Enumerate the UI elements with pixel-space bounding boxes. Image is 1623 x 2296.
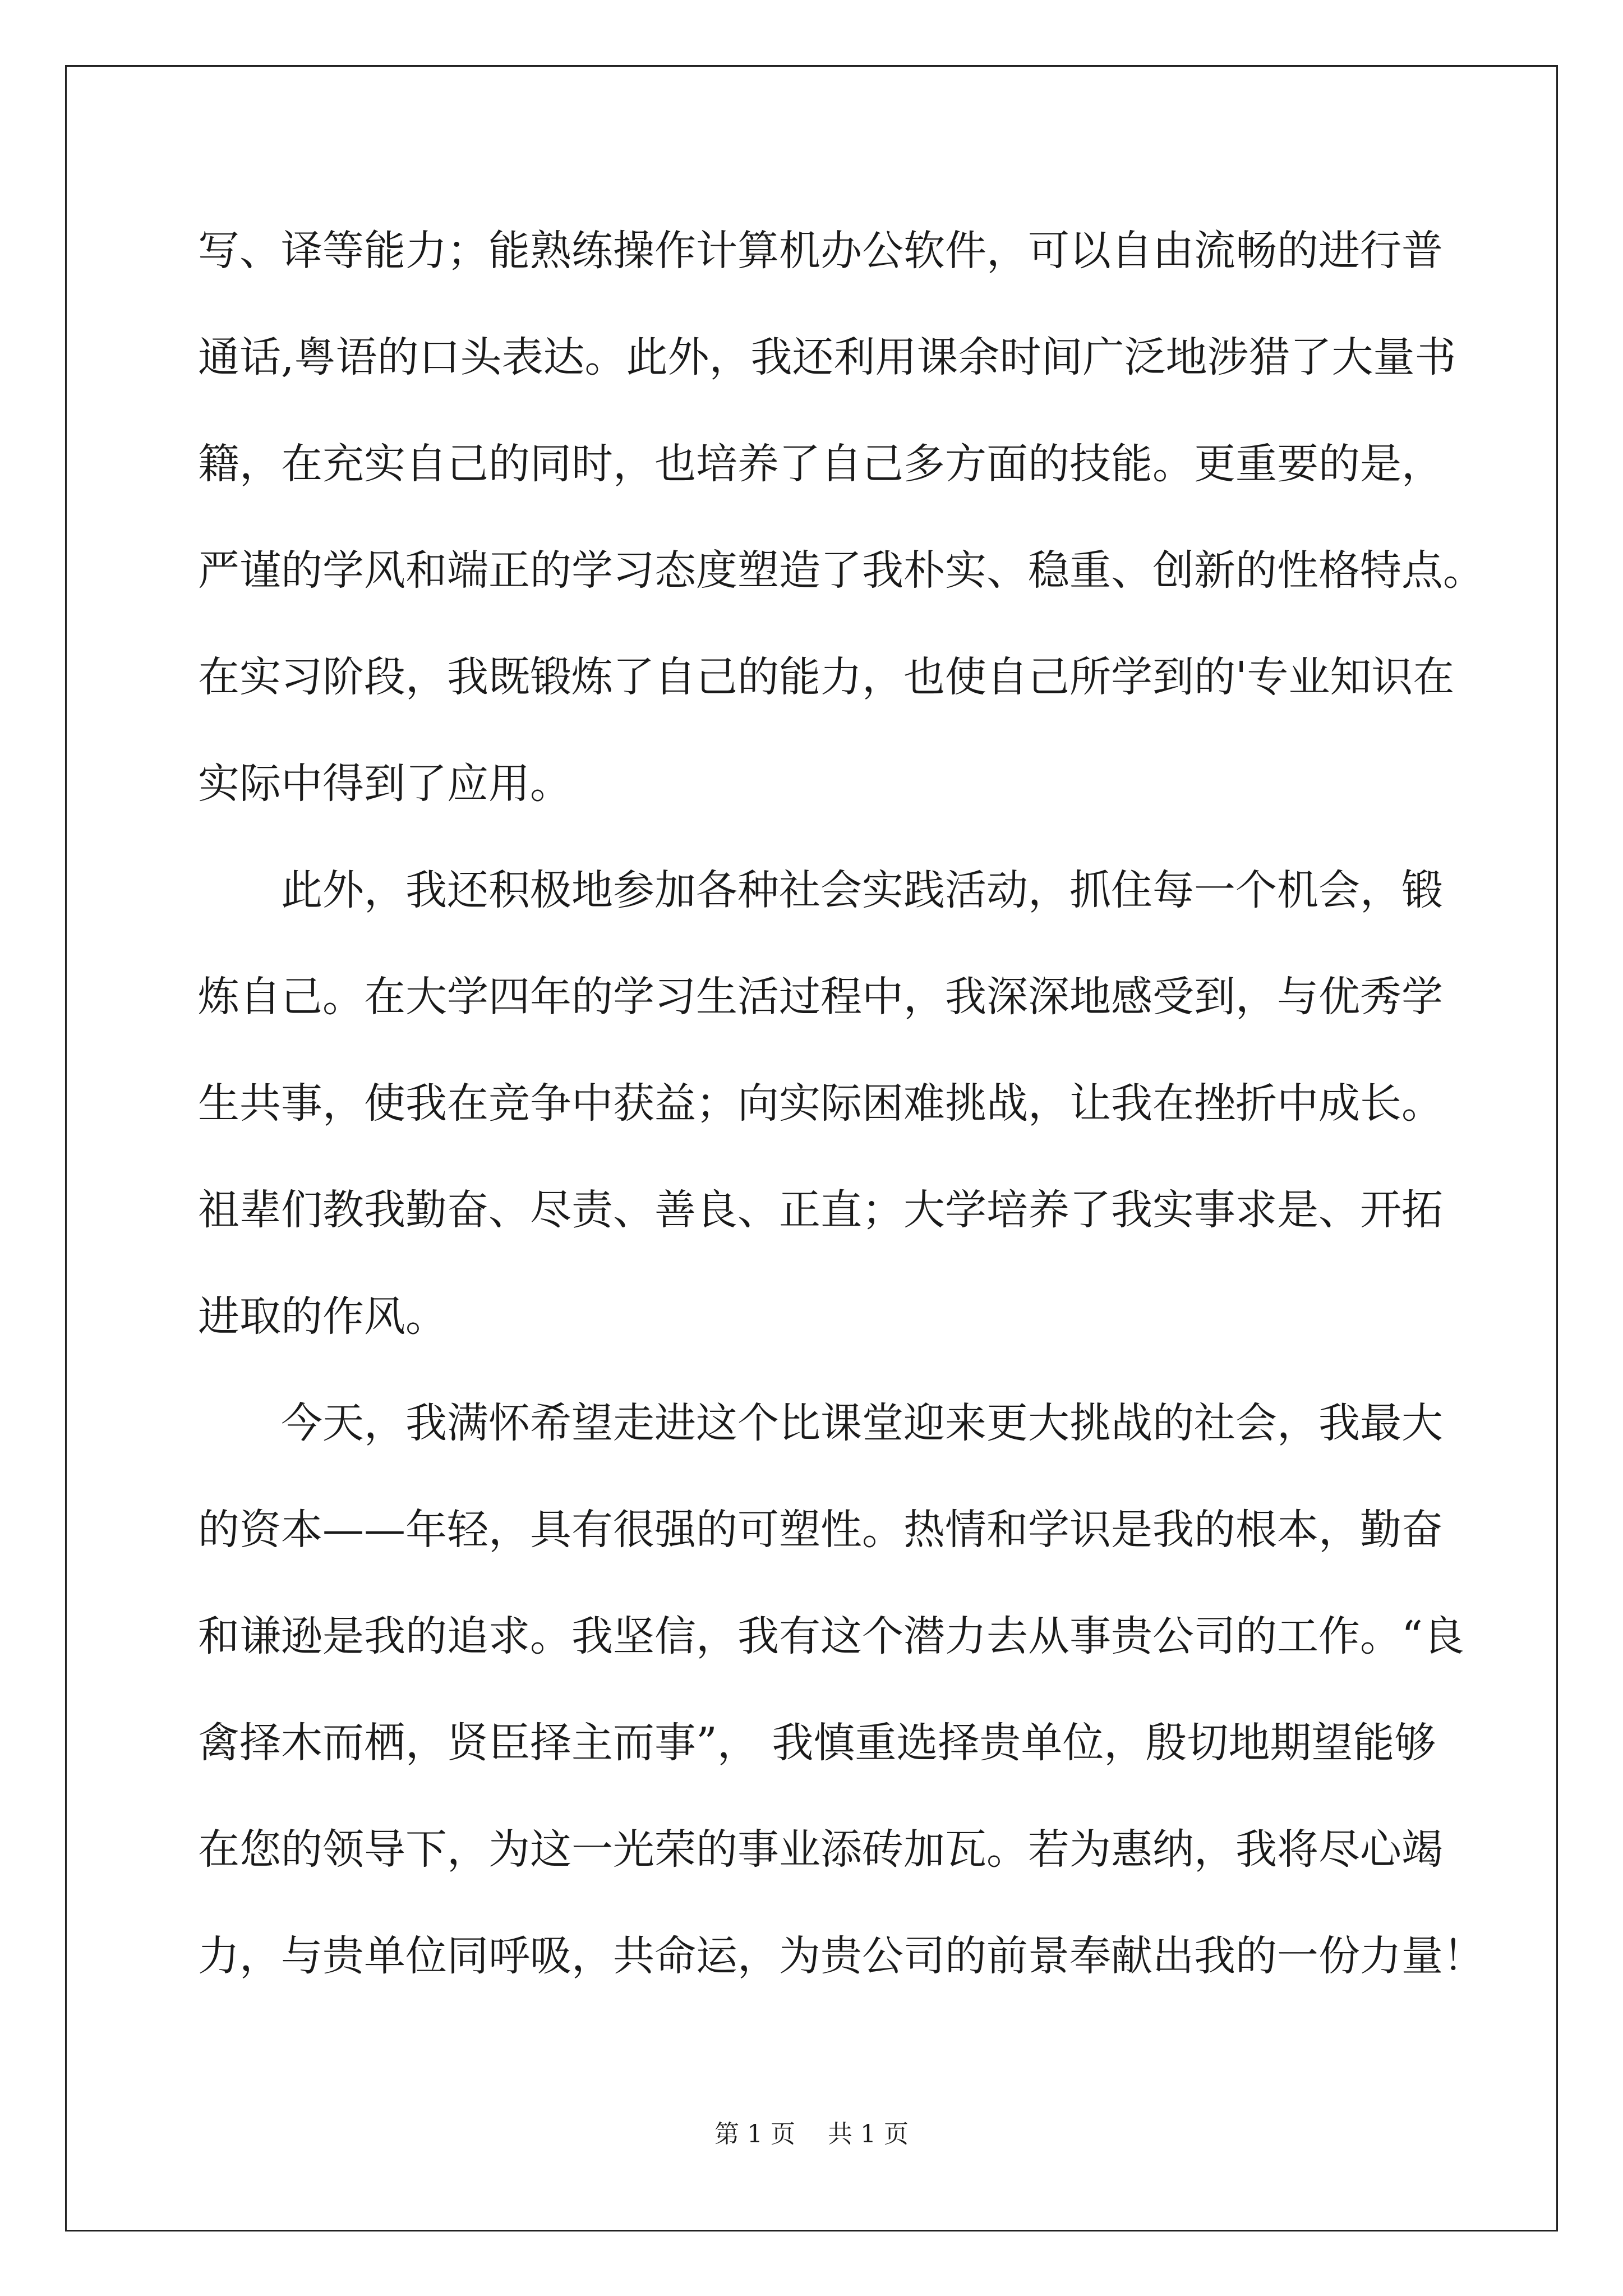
text-line: 严谨的学风和端正的学习态度塑造了我朴实、稳重、创新的性格特点。 — [198, 546, 1484, 595]
text-line: 在实习阶段，我既锻炼了自己的能力，也使自己所学到的'专业知识在 — [198, 653, 1455, 701]
text-line: 实际中得到了应用。 — [198, 760, 571, 808]
text-line: 通话,粤语的口头表达。此外，我还利用课余时间广泛地涉猎了大量书 — [198, 333, 1456, 381]
page-number-footer: 第 1 页 共 1 页 — [714, 2120, 909, 2148]
text-line: 和谦逊是我的追求。我坚信，我有这个潜力去从事贵公司的工作。“良 — [198, 1612, 1464, 1660]
text-line: 炼自己。在大学四年的学习生活过程中，我深深地感受到，与优秀学 — [198, 973, 1443, 1021]
text-line: 籍，在充实自己的同时，也培养了自己多方面的技能。更重要的是， — [198, 440, 1443, 488]
text-line: 此外，我还积极地参加各种社会实践活动，抓住每一个机会，锻 — [198, 866, 1443, 914]
text-line: 禽择木而栖，贤臣择主而事”， 我慎重选择贵单位，殷切地期望能够 — [198, 1719, 1436, 1767]
text-line: 进取的作风。 — [198, 1292, 447, 1341]
document-body — [198, 220, 1488, 2032]
text-line: 祖辈们教我勤奋、尽责、善良、正直；大学培养了我实事求是、开拓 — [198, 1186, 1443, 1234]
text-line: 写、译等能力；能熟练操作计算机办公软件，可以自由流畅的进行普 — [198, 227, 1443, 275]
text-line: 的资本——年轻，具有很强的可塑性。热情和学识是我的根本，勤奋 — [198, 1506, 1443, 1554]
text-line: 生共事，使我在竞争中获益；向实际困难挑战，让我在挫折中成长。 — [198, 1079, 1443, 1128]
text-line: 在您的领导下，为这一光荣的事业添砖加瓦。若为惠纳，我将尽心竭 — [198, 1825, 1443, 1874]
text-line: 力，与贵单位同呼吸，共命运，为贵公司的前景奉献出我的一份力量！ — [198, 1932, 1484, 1980]
text-line: 今天，我满怀希望走进这个比课堂迎来更大挑战的社会，我最大 — [198, 1399, 1443, 1447]
